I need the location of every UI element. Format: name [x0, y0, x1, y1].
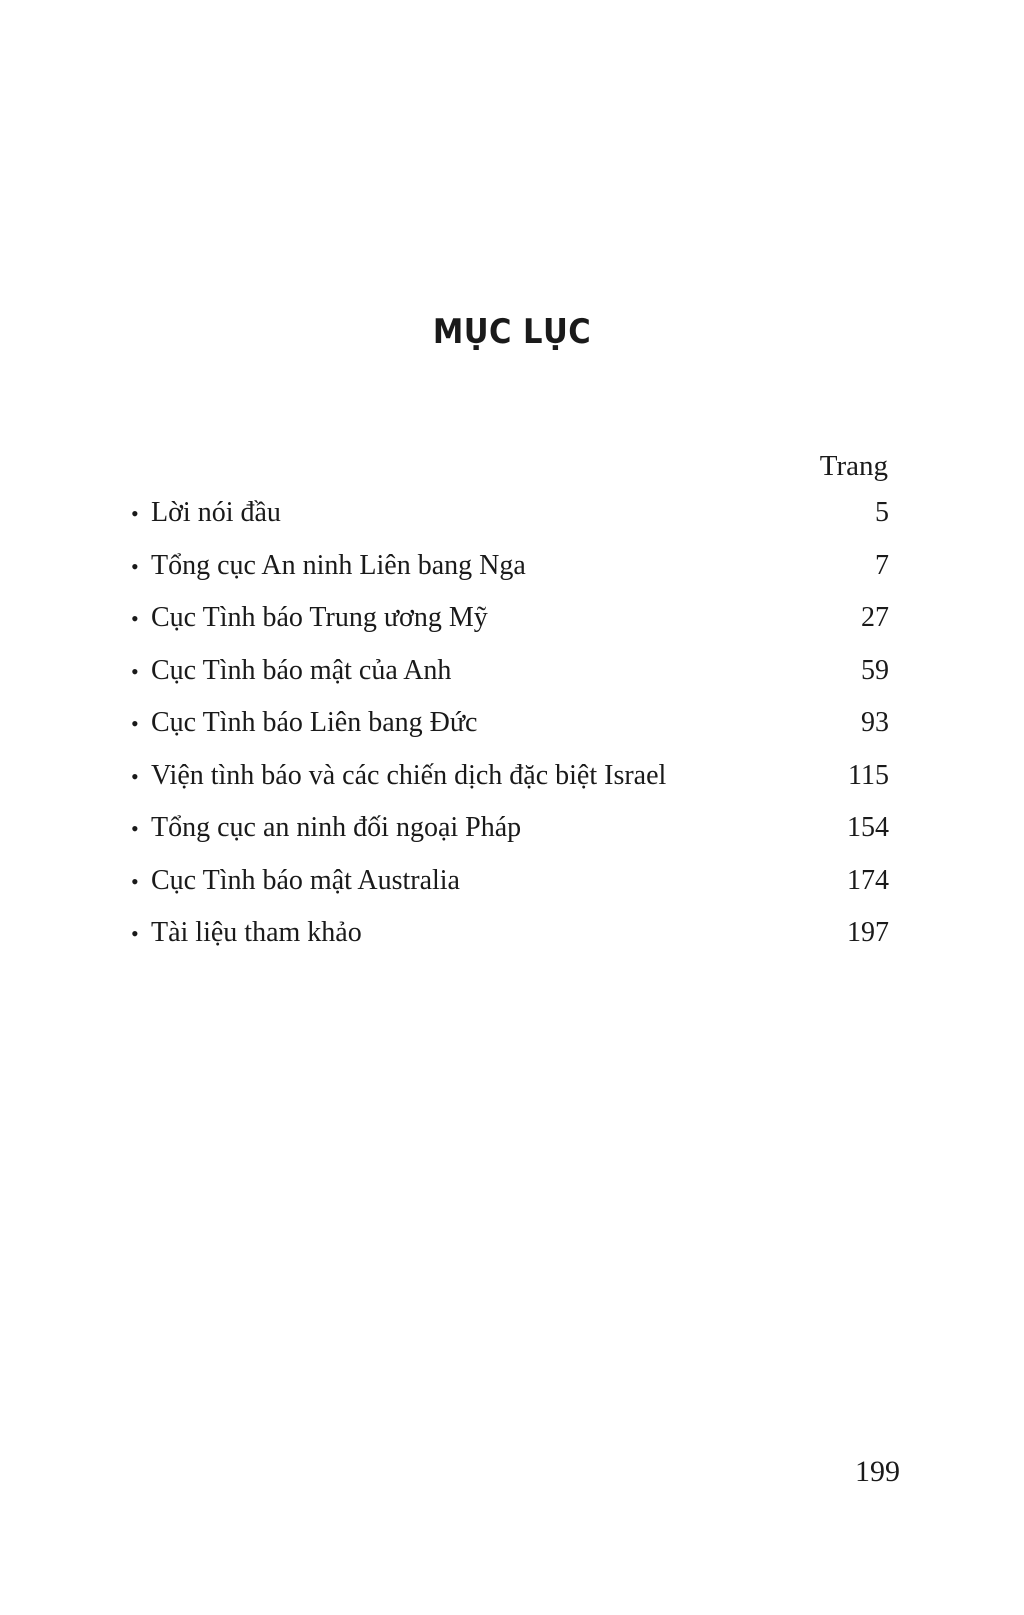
bullet-icon: • — [131, 816, 139, 841]
bullet-icon: • — [131, 921, 139, 946]
bullet-icon: • — [131, 658, 139, 684]
toc-entry-label: Cục Tình báo mật của Anh — [151, 654, 452, 686]
toc-entry-page: 154 — [847, 812, 889, 843]
toc-entry — [131, 812, 889, 865]
toc-entry-label: Cục Tình báo mật Australia — [151, 864, 460, 896]
toc-entry — [131, 655, 889, 708]
toc-entry — [131, 865, 889, 918]
toc-entry-page: 27 — [861, 602, 889, 633]
bullet-icon: • — [131, 711, 139, 736]
toc-entry-label: Cục Tình báo Liên bang Đức — [151, 707, 478, 738]
toc-entry-page: 93 — [861, 707, 889, 738]
toc-entry — [131, 917, 889, 970]
toc-entry — [131, 497, 889, 550]
table-of-contents — [131, 497, 889, 970]
toc-entry-page: 59 — [861, 654, 889, 686]
toc-entry-page: 197 — [847, 917, 889, 948]
bullet-icon: • — [131, 606, 139, 631]
toc-entry-page: 5 — [875, 497, 889, 528]
toc-entry — [131, 602, 889, 655]
toc-entry-page: 174 — [847, 864, 889, 896]
toc-entry-label: Tổng cục an ninh đối ngoại Pháp — [151, 812, 522, 843]
toc-entry-page: 115 — [848, 759, 889, 791]
bullet-icon: • — [131, 868, 139, 894]
toc-entry-label: Tài liệu tham khảo — [151, 917, 362, 948]
page-number: 199 — [855, 1455, 900, 1488]
toc-entry-page: 7 — [875, 549, 889, 581]
toc-entry-label: Lời nói đầu — [151, 497, 281, 528]
bullet-icon: • — [131, 501, 139, 526]
toc-entry — [131, 760, 889, 813]
page-column-header: Trang — [819, 450, 888, 482]
toc-entry — [131, 707, 889, 760]
toc-entry-label: Cục Tình báo Trung ương Mỹ — [151, 602, 488, 633]
toc-entry-label: Viện tình báo và các chiến dịch đặc biệt Israel — [151, 759, 667, 791]
toc-entry — [131, 550, 889, 603]
bullet-icon: • — [131, 553, 139, 579]
bullet-icon: • — [131, 763, 139, 789]
page-title: MỤC LỤC — [432, 312, 592, 352]
toc-entry-label: Tổng cục An ninh Liên bang Nga — [151, 549, 526, 581]
